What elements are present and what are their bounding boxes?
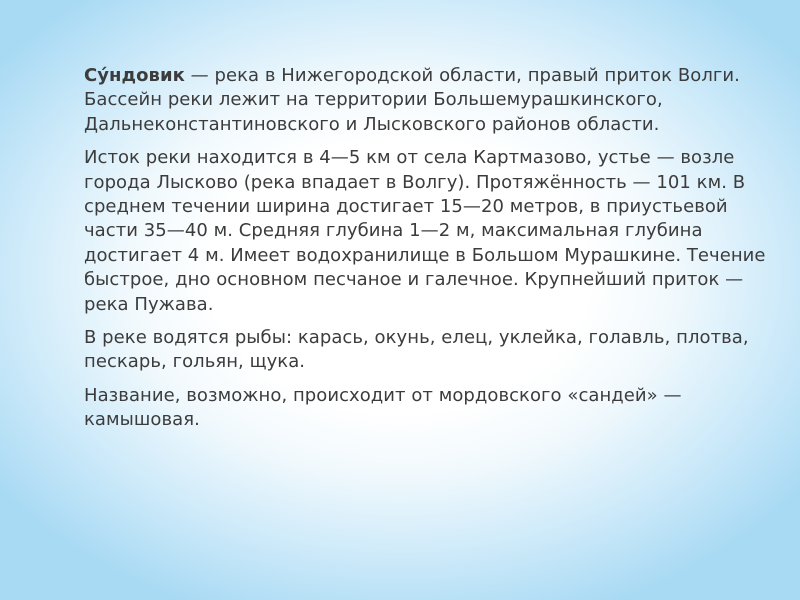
river-name-term: Су́ндовик <box>84 65 185 86</box>
slide-text-body <box>84 64 774 442</box>
paragraph-geography: Исток реки находится в 4—5 км от села Картмазово, устье — возле города Лысково (река впадает в Волгу). Протяжённость — 101 км. В среднем течении ширина достигает 15—20 метров, в приустьевой части 35—40 м. Средняя глубина 1—2 м, максимальная глубина достигает 4 м. Имеет водохранилище в Большом Мурашкине. Течение быстрое, дно основном песчаное и галечное. Крупнейший приток — река Пужава. <box>84 147 766 315</box>
paragraph-name-origin: Название, возможно, происходит от мордовского «сандей» — камышовая. <box>84 384 682 431</box>
definition-text: — река в Нижегородской области, правый приток Волги. Бассейн реки лежит на территории Большемурашкинского, Дальнеконстантиновского и Лысковского районов области. <box>84 65 740 135</box>
paragraph-fish: В реке водятся рыбы: карась, окунь, елец, уклейка, голавль, плотва, пескарь, гольян, щука. <box>84 327 749 373</box>
paragraph-definition <box>84 64 774 137</box>
